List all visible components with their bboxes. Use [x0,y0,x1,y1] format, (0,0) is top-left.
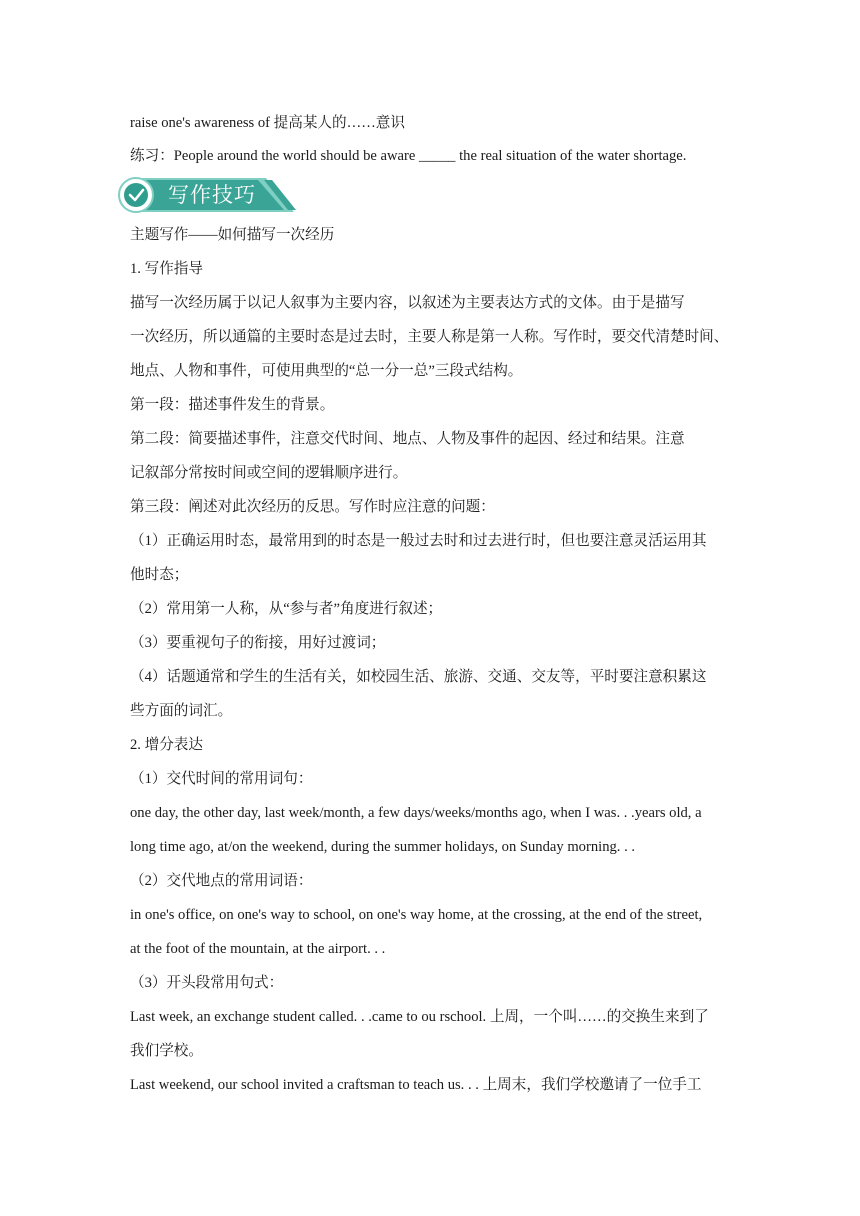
text-line: 地点、人物和事件，可使用典型的“总一分一总”三段式结构。 [130,363,523,379]
text-line: 我们学校。 [130,1043,203,1059]
text-line: at the foot of the mountain, at the airport. . . [130,941,386,957]
text-line: （4）话题通常和学生的生活有关，如校园生活、旅游、交通、交友等，平时要注意积累这 [130,669,707,685]
section-banner [116,176,298,214]
text-line: 第一段：描述事件发生的背景。 [130,397,335,413]
text-line: （2）常用第一人称，从“参与者”角度进行叙述； [130,601,443,617]
text-line: Last weekend, our school invited a craftsman to teach us. . . 上周末，我们学校邀请了一位手工 [130,1077,702,1093]
text-line: （3）要重视句子的衔接，用好过渡词； [130,635,386,651]
banner-title: 写作技巧 [168,183,256,207]
text-line: raise one's awareness of 提高某人的……意识 [130,115,405,131]
text-line: 2. 增分表达 [130,737,203,753]
text-line: 第二段：简要描述事件，注意交代时间、地点、人物及事件的起因、经过和结果。注意 [130,431,685,447]
text-line: 些方面的词汇。 [130,703,233,719]
text-line: （1）正确运用时态，最常用到的时态是一般过去时和过去进行时，但也要注意灵活运用其 [130,533,707,549]
text-line: long time ago, at/on the weekend, during the summer holidays, on Sunday morning. . . [130,839,636,855]
text-line: 练习：People around the world should be aware _____ the real situation of the water shortage. [130,148,687,164]
text-line: 1. 写作指导 [130,261,203,277]
text-line: 主题写作——如何描写一次经历 [130,227,335,243]
text-line: （1）交代时间的常用词句： [130,771,313,787]
text-line: one day, the other day, last week/month, a few days/weeks/months ago, when I was. . .years old, a [130,805,702,821]
text-line: in one's office, on one's way to school, on one's way home, at the crossing, at the end of the street, [130,907,703,923]
text-line: 记叙部分常按时间或空间的逻辑顺序进行。 [130,465,408,481]
text-line: 描写一次经历属于以记人叙事为主要内容，以叙述为主要表达方式的文体。由于是描写 [130,295,685,311]
text-line: 第三段：阐述对此次经历的反思。写作时应注意的问题： [130,499,495,515]
text-line: （2）交代地点的常用词语： [130,873,313,889]
text-line: 一次经历，所以通篇的主要时态是过去时，主要人称是第一人称。写作时，要交代清楚时间、 [130,329,729,345]
text-line: （3）开头段常用句式： [130,975,284,991]
text-line: Last week, an exchange student called. . .came to ou rschool. 上周，一个叫……的交换生来到了 [130,1009,709,1025]
text-line: 他时态； [130,567,189,583]
